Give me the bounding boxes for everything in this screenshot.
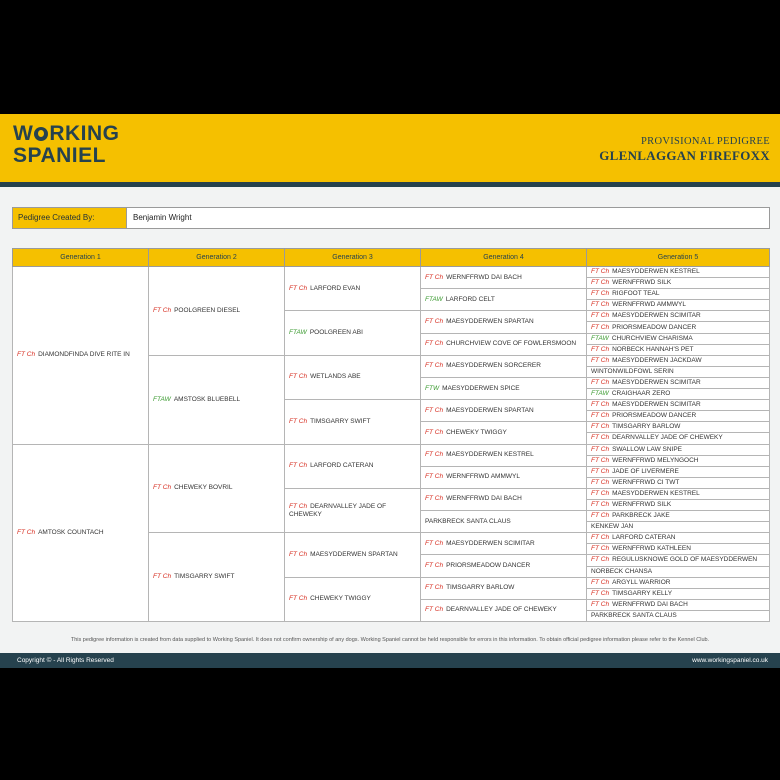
dog-name: WERNFFRWD DAI BACH (612, 600, 688, 608)
dog-name: WERNFFRWD AMMWYL (612, 301, 686, 309)
dog-name: CHURCHVIEW CHARISMA (611, 334, 693, 342)
title-prefix: FT Ch (17, 351, 36, 359)
dog-name: DEARNVALLEY JADE OF CHEWEKY (289, 502, 387, 518)
dog-cell-gen5 (587, 488, 770, 499)
title-prefix: FT Ch (591, 534, 610, 542)
dog-name: CHEWEKY TWIGGY (310, 595, 371, 603)
title-prefix: FTAW (289, 329, 307, 337)
title-prefix: FT Ch (591, 512, 610, 520)
footer-bar (0, 653, 780, 668)
working-spaniel-logo[interactable]: W RKING SPANIEL (13, 122, 120, 167)
dog-name: MAESYDDERWEN SPARTAN (310, 550, 398, 558)
title-prefix: FT Ch (425, 406, 444, 414)
title-prefix: FT Ch (591, 412, 610, 420)
dog-cell-gen4 (421, 289, 587, 311)
dog-name: WERNFFRWD SILK (612, 501, 672, 509)
title-prefix: FTAW (591, 334, 609, 342)
dog-cell-gen4 (421, 355, 587, 377)
dog-cell-gen5 (587, 499, 770, 510)
dog-cell-gen4 (421, 466, 587, 488)
header-bar (0, 114, 780, 182)
title-prefix: FTAW (591, 390, 609, 398)
dog-name: MAESYDDERWEN KESTREL (612, 268, 700, 276)
header-generation-4: Generation 4 (421, 249, 587, 267)
dog-cell-gen5 (587, 355, 770, 366)
title-prefix: FT Ch (425, 451, 444, 459)
dog-name: PRIORSMEADOW DANCER (612, 323, 697, 331)
dog-cell-gen2 (149, 444, 285, 533)
dog-cell-gen5 (587, 311, 770, 322)
dog-cell-gen3 (285, 533, 421, 577)
dog-name: DEARNVALLEY JADE OF CHEWEKY (446, 606, 557, 614)
title-prefix: FT Ch (591, 600, 610, 608)
dog-name: AMSTOSK BLUEBELL (173, 395, 241, 403)
title-prefix: FT Ch (591, 323, 610, 331)
title-prefix: FT Ch (425, 473, 444, 481)
dog-name: CHEWEKY TWIGGY (446, 428, 507, 436)
title-prefix: FT Ch (289, 284, 308, 292)
dog-name: MAESYDDERWEN KESTREL (612, 489, 700, 497)
dog-name: DEARNVALLEY JADE OF CHEWEKY (612, 434, 723, 442)
dog-name: WERNFFRWD MELYNGOCH (612, 456, 699, 464)
dog-name: JADE OF LIVERMERE (612, 467, 679, 475)
created-by-label: Pedigree Created By: (13, 208, 127, 228)
title-prefix: FT Ch (591, 423, 610, 431)
dog-cell-gen4 (421, 488, 587, 510)
dog-cell-gen5 (587, 577, 770, 588)
title-prefix: FT Ch (591, 356, 610, 364)
dog-name: MAESYDDERWEN SCIMITAR (612, 312, 701, 320)
title-prefix: FT Ch (289, 417, 308, 425)
dog-name: AMTOSK COUNTACH (38, 528, 104, 536)
title-prefix: FT Ch (425, 584, 444, 592)
dog-cell-gen5 (587, 444, 770, 455)
dog-cell-gen5 (587, 344, 770, 355)
title-prefix: FT Ch (591, 312, 610, 320)
dog-name: LARFORD CATERAN (612, 534, 676, 542)
dog-name: MAESYDDERWEN KESTREL (446, 451, 534, 459)
pedigree-table (12, 248, 770, 622)
title-prefix: FT Ch (591, 478, 610, 486)
dog-name: CHEWEKY BOVRIL (174, 484, 233, 492)
dog-cell-gen3 (285, 488, 421, 532)
dog-cell-gen2 (149, 533, 285, 622)
dog-cell-gen4 (421, 400, 587, 422)
title-prefix: FT Ch (289, 462, 308, 470)
dog-name: WERNFFRWD CI TWT (612, 478, 680, 486)
title-prefix: FT Ch (153, 306, 172, 314)
title-prefix: FT Ch (425, 562, 444, 570)
spaniel-head-icon (34, 127, 48, 141)
dog-cell-gen5 (587, 366, 770, 377)
title-prefix: FT Ch (591, 268, 610, 276)
dog-cell-gen5 (587, 544, 770, 555)
dog-cell-gen4 (421, 311, 587, 333)
dog-cell-gen5 (587, 588, 770, 599)
title-prefix: FT Ch (153, 484, 172, 492)
dog-name: REGULUSKNOWE GOLD OF MAESYDDERWEN (612, 556, 758, 564)
dog-name: ARGYLL WARRIOR (612, 578, 671, 586)
header-generation-5: Generation 5 (587, 249, 770, 267)
title-prefix: FT Ch (289, 550, 308, 558)
dog-cell-gen5 (587, 610, 770, 621)
dog-cell-gen5 (587, 377, 770, 388)
dog-cell-gen4 (421, 377, 587, 399)
dog-name: PRIORSMEADOW DANCER (612, 412, 697, 420)
dog-cell-gen5 (587, 389, 770, 400)
dog-name: PARKBRECK SANTA CLAUS (425, 517, 511, 525)
title-prefix: FT Ch (591, 290, 610, 298)
title-prefix: FT Ch (591, 378, 610, 386)
dog-cell-gen4 (421, 555, 587, 577)
dog-name: WINTONWILDFOWL SERIN (591, 367, 674, 375)
dog-cell-gen2 (149, 267, 285, 356)
dog-name: WETLANDS ABE (310, 373, 361, 381)
dog-name: MAESYDDERWEN SORCERER (446, 362, 541, 370)
title-provisional-pedigree: PROVISIONAL PEDIGREE (641, 136, 770, 147)
dog-name: WERNFFRWD KATHLEEN (612, 545, 691, 553)
title-prefix: FT Ch (425, 495, 444, 503)
title-prefix: FT Ch (591, 556, 610, 564)
copyright-text: Copyright © - All Rights Reserved (17, 657, 114, 664)
title-prefix: FT Ch (289, 373, 308, 381)
title-prefix: FT Ch (591, 345, 610, 353)
dog-cell-gen1 (13, 444, 149, 622)
title-prefix: FT Ch (289, 595, 308, 603)
title-prefix: FT Ch (425, 539, 444, 547)
dog-cell-gen3 (285, 311, 421, 355)
dog-name: NORBECK HANNAH'S PET (612, 345, 694, 353)
title-prefix: FT Ch (425, 340, 444, 348)
dog-cell-gen3 (285, 577, 421, 621)
dog-cell-gen5 (587, 522, 770, 533)
dog-cell-gen2 (149, 355, 285, 444)
dog-name: WERNFFRWD DAI BACH (446, 273, 522, 281)
dog-cell-gen5 (587, 400, 770, 411)
pedigree-title (599, 136, 770, 164)
header-generation-2: Generation 2 (149, 249, 285, 267)
dog-cell-gen4 (421, 444, 587, 466)
title-prefix: FT Ch (591, 489, 610, 497)
dog-name: CHURCHVIEW COVE OF FOWLERSMOON (446, 340, 577, 348)
dog-cell-gen5 (587, 466, 770, 477)
table-row (13, 444, 770, 455)
header-generation-3: Generation 3 (285, 249, 421, 267)
title-prefix: FTAW (153, 395, 171, 403)
dog-cell-gen4 (421, 267, 587, 289)
title-prefix: FT Ch (153, 573, 172, 581)
title-prefix: FT Ch (591, 301, 610, 309)
pedigree-created-by (12, 207, 770, 229)
title-prefix: FT Ch (425, 428, 444, 436)
disclaimer-text: This pedigree information is created from data supplied to Working Spaniel. It does not confirm ownership of any dogs. Working Spaniel cannot be held responsible for errors in this information. To obtain official pedigree information please refer to the Kennel Club. (70, 637, 710, 643)
dog-cell-gen5 (587, 511, 770, 522)
dog-name: WERNFFRWD AMMWYL (446, 473, 520, 481)
dog-cell-gen4 (421, 422, 587, 444)
dog-name: PARKBRECK SANTA CLAUS (591, 611, 677, 619)
table-header-row (13, 249, 770, 267)
dog-name: PARKBRECK JAKE (612, 512, 670, 520)
title-prefix: FT Ch (425, 606, 444, 614)
dog-cell-gen5 (587, 533, 770, 544)
title-prefix: FT Ch (591, 279, 610, 287)
dog-cell-gen5 (587, 599, 770, 610)
dog-name: TIMSGARRY BARLOW (446, 584, 515, 592)
dog-cell-gen5 (587, 411, 770, 422)
dog-cell-gen3 (285, 444, 421, 488)
dog-cell-gen5 (587, 333, 770, 344)
dog-name: MAESYDDERWEN JACKDAW (612, 356, 702, 364)
title-prefix: FT Ch (591, 545, 610, 553)
title-prefix: FT Ch (591, 578, 610, 586)
pedigree-document (0, 114, 780, 668)
dog-cell-gen3 (285, 400, 421, 444)
dog-name: KENKEW JAN (591, 523, 634, 531)
dog-name: WERNFFRWD SILK (612, 279, 672, 287)
title-prefix: FT Ch (591, 467, 610, 475)
dog-name: TIMSGARRY BARLOW (612, 423, 681, 431)
dog-cell-gen3 (285, 267, 421, 311)
dog-cell-gen5 (587, 322, 770, 333)
dog-cell-gen5 (587, 289, 770, 300)
dog-name: TIMSGARRY SWIFT (174, 573, 235, 581)
dog-cell-gen5 (587, 566, 770, 577)
dog-cell-gen5 (587, 278, 770, 289)
dog-cell-gen5 (587, 300, 770, 311)
dog-name: NORBECK CHANSA (591, 567, 653, 575)
title-prefix: FT Ch (591, 501, 610, 509)
title-prefix: FTAW (425, 295, 443, 303)
dog-name: MAESYDDERWEN SCIMITAR (446, 539, 535, 547)
dog-name: MAESYDDERWEN SPICE (442, 384, 520, 392)
title-prefix: FT Ch (17, 528, 36, 536)
dog-cell-gen4 (421, 511, 587, 533)
table-row (13, 267, 770, 278)
dog-name: WERNFFRWD DAI BACH (446, 495, 522, 503)
website-link[interactable]: www.workingspaniel.co.uk (692, 657, 768, 664)
title-prefix: FT Ch (591, 445, 610, 453)
dog-cell-gen1 (13, 267, 149, 445)
dog-name: TIMSGARRY SWIFT (310, 417, 371, 425)
dog-name: MAESYDDERWEN SCIMITAR (612, 401, 701, 409)
dog-name: LARFORD CATERAN (310, 462, 374, 470)
dog-name: MAESYDDERWEN SPARTAN (446, 406, 534, 414)
dog-cell-gen5 (587, 267, 770, 278)
header-divider (0, 182, 780, 187)
dog-name: CRAIGHAAR ZERO (611, 390, 671, 398)
dog-cell-gen4 (421, 333, 587, 355)
dog-name: MAESYDDERWEN SPARTAN (446, 317, 534, 325)
title-prefix: FT Ch (425, 362, 444, 370)
dog-name: DIAMONDFINDA DIVE RITE IN (38, 351, 130, 359)
dog-cell-gen5 (587, 433, 770, 444)
title-prefix: FT Ch (425, 273, 444, 281)
dog-name: MAESYDDERWEN SCIMITAR (612, 378, 701, 386)
title-prefix: FT Ch (289, 502, 308, 510)
dog-name: SWALLOW LAW SNIPE (612, 445, 683, 453)
dog-name: LARFORD EVAN (310, 284, 361, 292)
dog-name: POOLGREEN ABI (309, 329, 363, 337)
header-generation-1: Generation 1 (13, 249, 149, 267)
dog-cell-gen5 (587, 422, 770, 433)
title-prefix: FT Ch (591, 401, 610, 409)
dog-name: POOLGREEN DIESEL (174, 306, 241, 314)
title-prefix: FT Ch (591, 456, 610, 464)
title-prefix: FTW (425, 384, 440, 392)
dog-cell-gen5 (587, 555, 770, 566)
title-dog-name: GLENLAGGAN FIREFOXX (599, 148, 770, 163)
dog-cell-gen4 (421, 599, 587, 621)
dog-name: TIMSGARRY KELLY (612, 589, 673, 597)
title-prefix: FT Ch (591, 589, 610, 597)
dog-cell-gen4 (421, 577, 587, 599)
dog-cell-gen3 (285, 355, 421, 399)
dog-name: LARFORD CELT (445, 295, 495, 303)
title-prefix: FT Ch (425, 317, 444, 325)
dog-cell-gen5 (587, 477, 770, 488)
dog-name: PRIORSMEADOW DANCER (446, 562, 531, 570)
dog-name: RIGFOOT TEAL (612, 290, 660, 298)
dog-cell-gen4 (421, 533, 587, 555)
created-by-value: Benjamin Wright (133, 213, 192, 222)
dog-cell-gen5 (587, 455, 770, 466)
title-prefix: FT Ch (591, 434, 610, 442)
